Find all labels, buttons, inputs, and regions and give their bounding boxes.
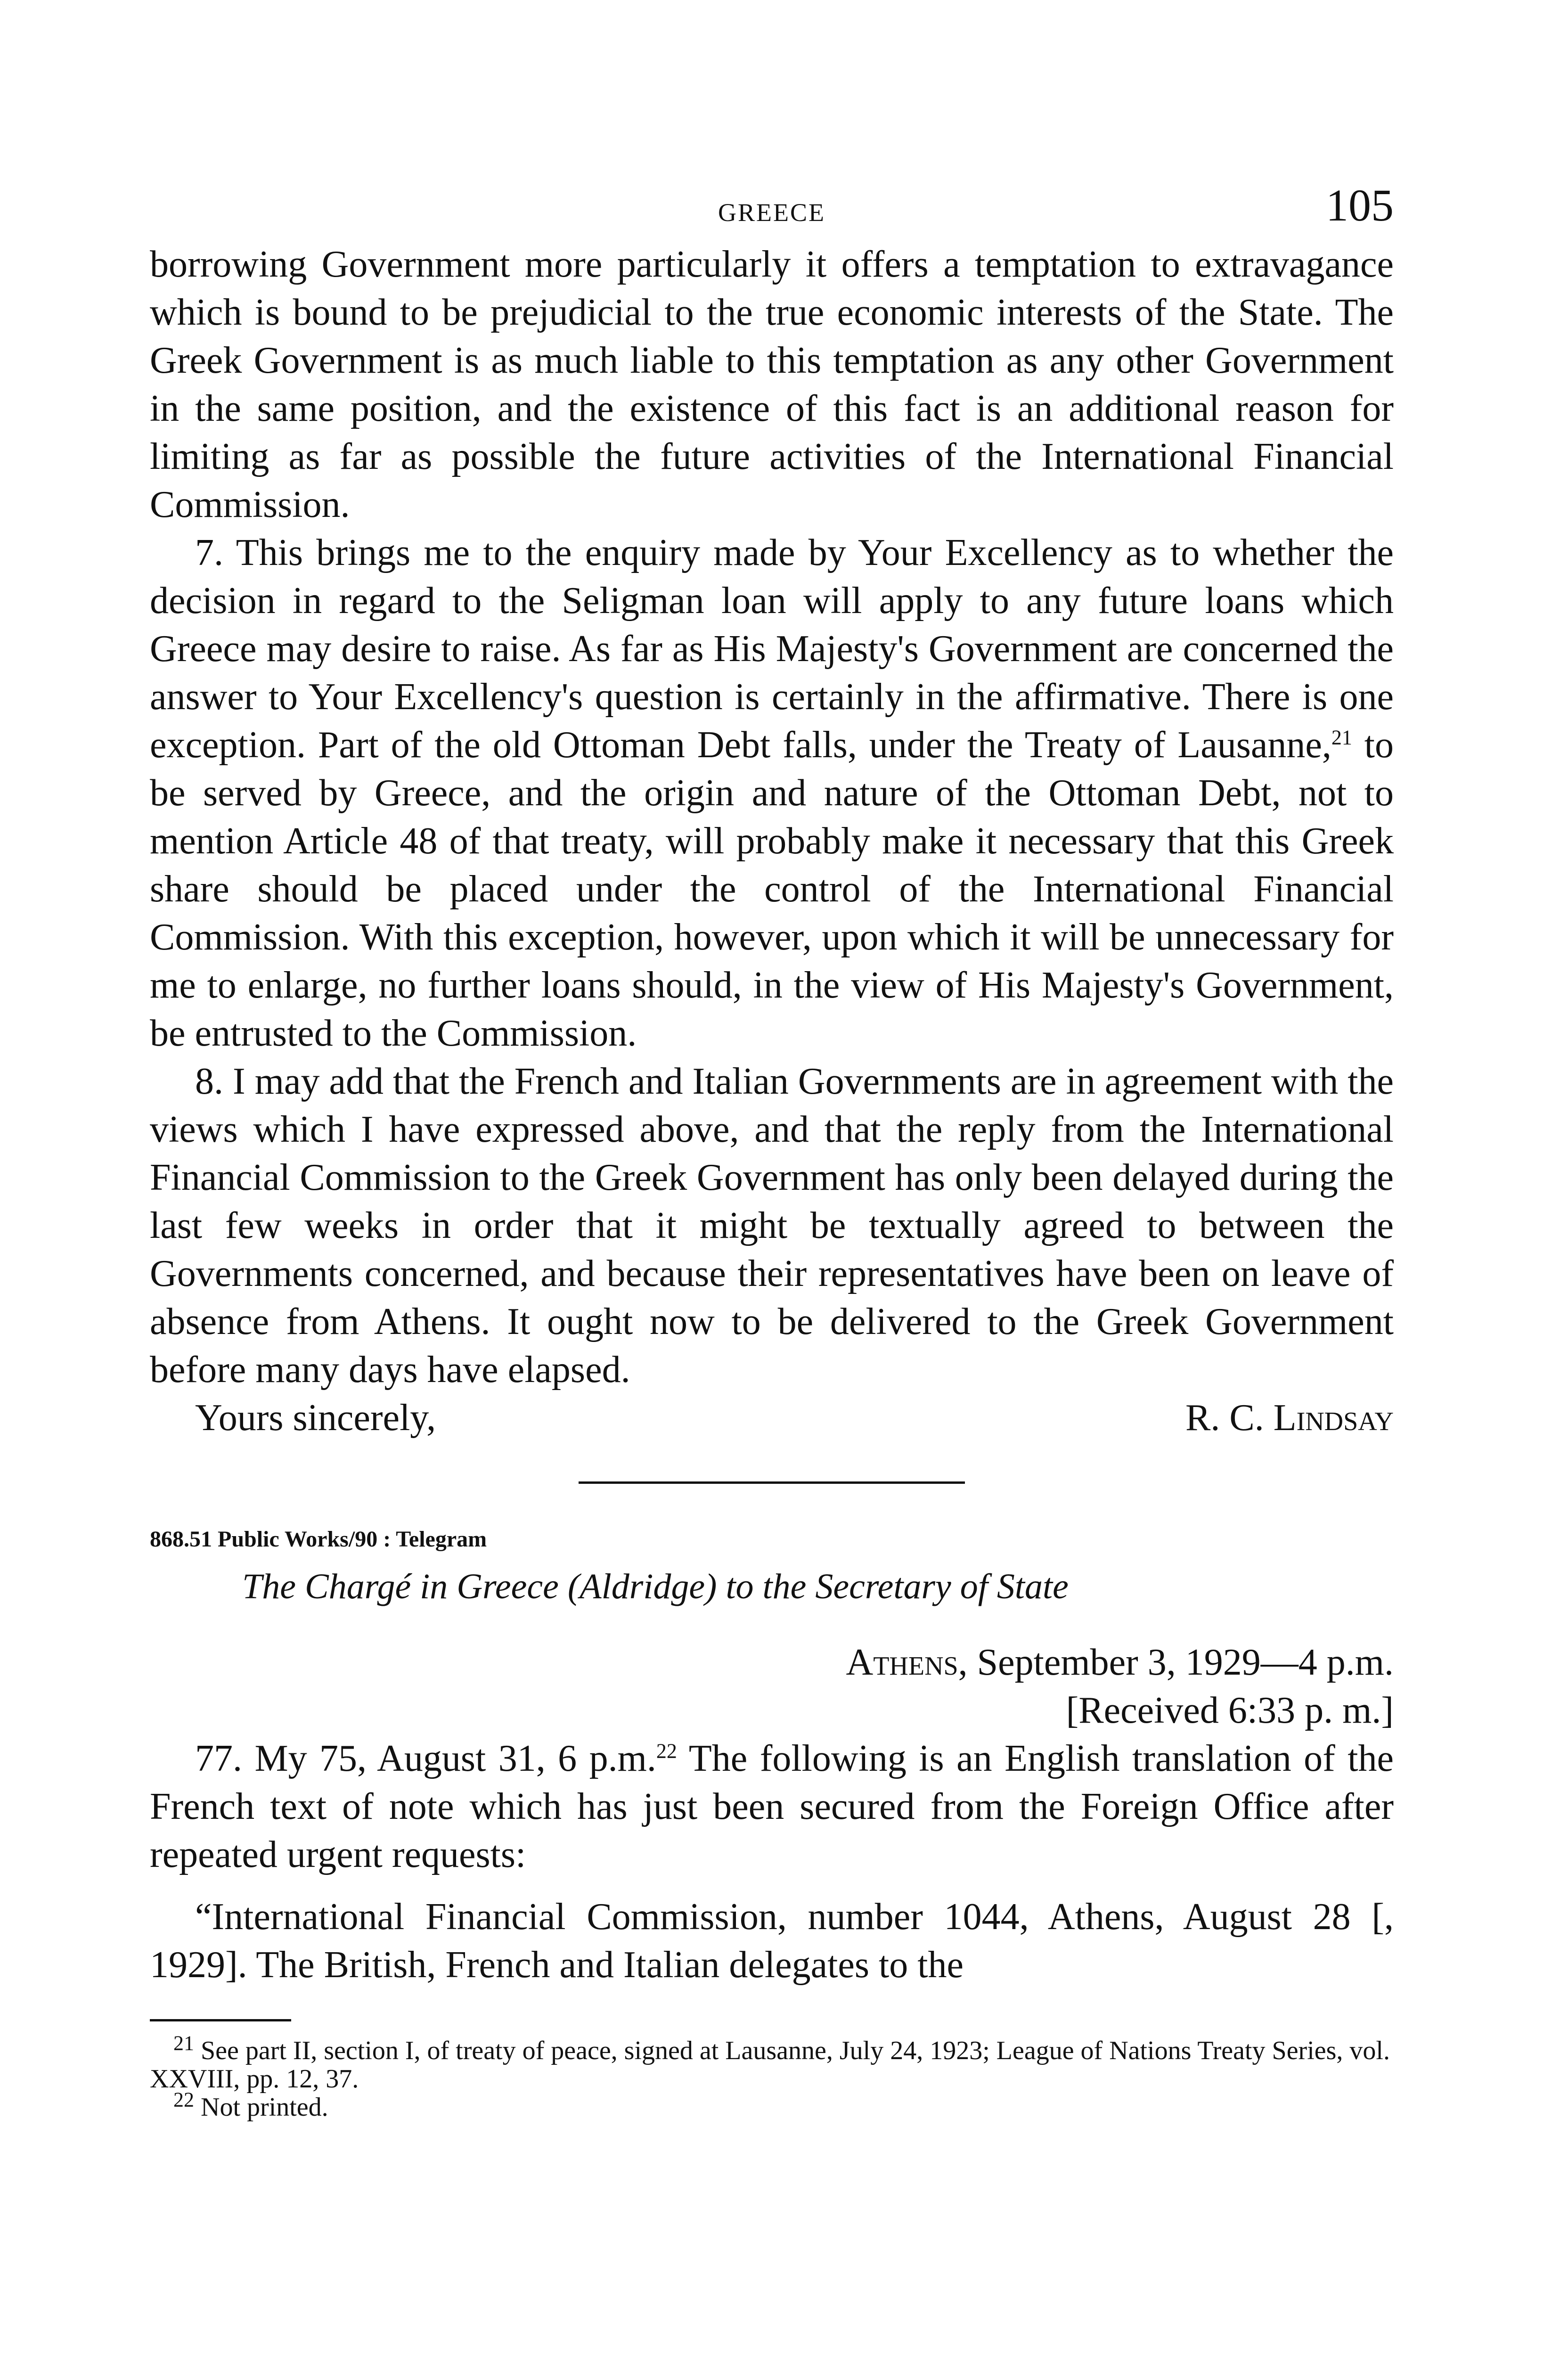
telegram-paragraph-77 xyxy=(150,1734,1394,1879)
footnote-divider xyxy=(150,2019,291,2021)
footnote-21-text: See part II, section I, of treaty of peace, signed at Lausanne, July 24, 1923; League of Nations Treaty Series, vol. XXVIII, pp. 12, 37. xyxy=(150,2036,1390,2094)
footnotes xyxy=(150,2031,1394,2122)
section-divider xyxy=(579,1481,965,1484)
signature: R. C. Lindsay xyxy=(1185,1397,1394,1439)
letter-body xyxy=(150,240,1394,1394)
paragraph-7-text-start: 7. This brings me to the enquiry made by Your Excellency as to whether the decision in regard to the Seligman loan will apply to any future loans which Greece may desire to raise. As far as His Majesty's Government are concerned the answer to Your Excellency's question is certainly in the affirmative. There is one exception. Part of the old Ottoman Debt falls, under the Treaty of Lausanne, xyxy=(150,532,1394,766)
received-line: [Received 6:33 p. m.] xyxy=(1066,1690,1394,1731)
letter-paragraph-7 xyxy=(150,529,1394,1057)
dateline-place: Athens xyxy=(846,1642,958,1683)
page-number: 105 xyxy=(1326,180,1394,230)
dateline xyxy=(150,1638,1394,1686)
footnote-marker-21: 21 xyxy=(173,2031,194,2055)
dateline-date: , September 3, 1929—4 p.m. xyxy=(958,1642,1394,1683)
running-header xyxy=(150,179,1394,240)
document-page xyxy=(150,179,1394,2121)
document-heading: The Chargé in Greece (Aldridge) to the Secretary of State xyxy=(242,1567,1069,1606)
paragraph-77-text-end: The following is an English translation of the French text of note which has just been secured from the Foreign Office after repeated urgent requests: xyxy=(150,1738,1394,1875)
letter-closing xyxy=(150,1394,1394,1442)
letter-paragraph-8: 8. I may add that the French and Italian Governments are in agreement with the views which I have expressed above, and that the reply from the International Financial Commission to the Greek Government has only been delayed during the last few weeks in order that it might be textually agreed to between the Governments concerned, and because their representatives have been on leave of absence from Athens. It ought now to be delivered to the Greek Government before many days have elapsed. xyxy=(150,1061,1394,1391)
footnote-ref-21: 21 xyxy=(1331,726,1352,749)
footnote-22-text: Not printed. xyxy=(194,2093,328,2122)
footnote-21 xyxy=(150,2031,1394,2094)
running-title: GREECE xyxy=(718,198,825,227)
file-reference: 868.51 Public Works/90 : Telegram xyxy=(150,1527,487,1552)
closing-salutation: Yours sincerely, xyxy=(195,1397,436,1439)
footnote-22 xyxy=(150,2088,1394,2122)
quoted-note: “International Financial Commission, number 1044, Athens, August 28 [, 1929]. The British, French and Italian delegates to the xyxy=(150,1896,1394,1986)
paragraph-77-text-start: 77. My 75, August 31, 6 p.m. xyxy=(195,1738,656,1779)
letter-paragraph-1: borrowing Government more particularly it offers a temptation to extravagance which is bound to be prejudicial to the true economic interests of the State. The Greek Government is as much liable to this temptation as any other Government in the same position, and the existence of this fact is an additional reason for limiting as far as possible the future activities of the International Financial Commission. xyxy=(150,244,1394,525)
footnote-marker-22: 22 xyxy=(173,2088,194,2111)
footnote-ref-22: 22 xyxy=(656,1739,677,1763)
paragraph-7-text-end: to be served by Greece, and the origin and nature of the Ottoman Debt, not to mention Article 48 of that treaty, will probably make it necessary that this Greek share should be placed under the control of the International Financial Commission. With this exception, however, upon which it will be unnecessary for me to enlarge, no further loans should, in the view of His Majesty's Government, be entrusted to the Commission. xyxy=(150,724,1394,1054)
